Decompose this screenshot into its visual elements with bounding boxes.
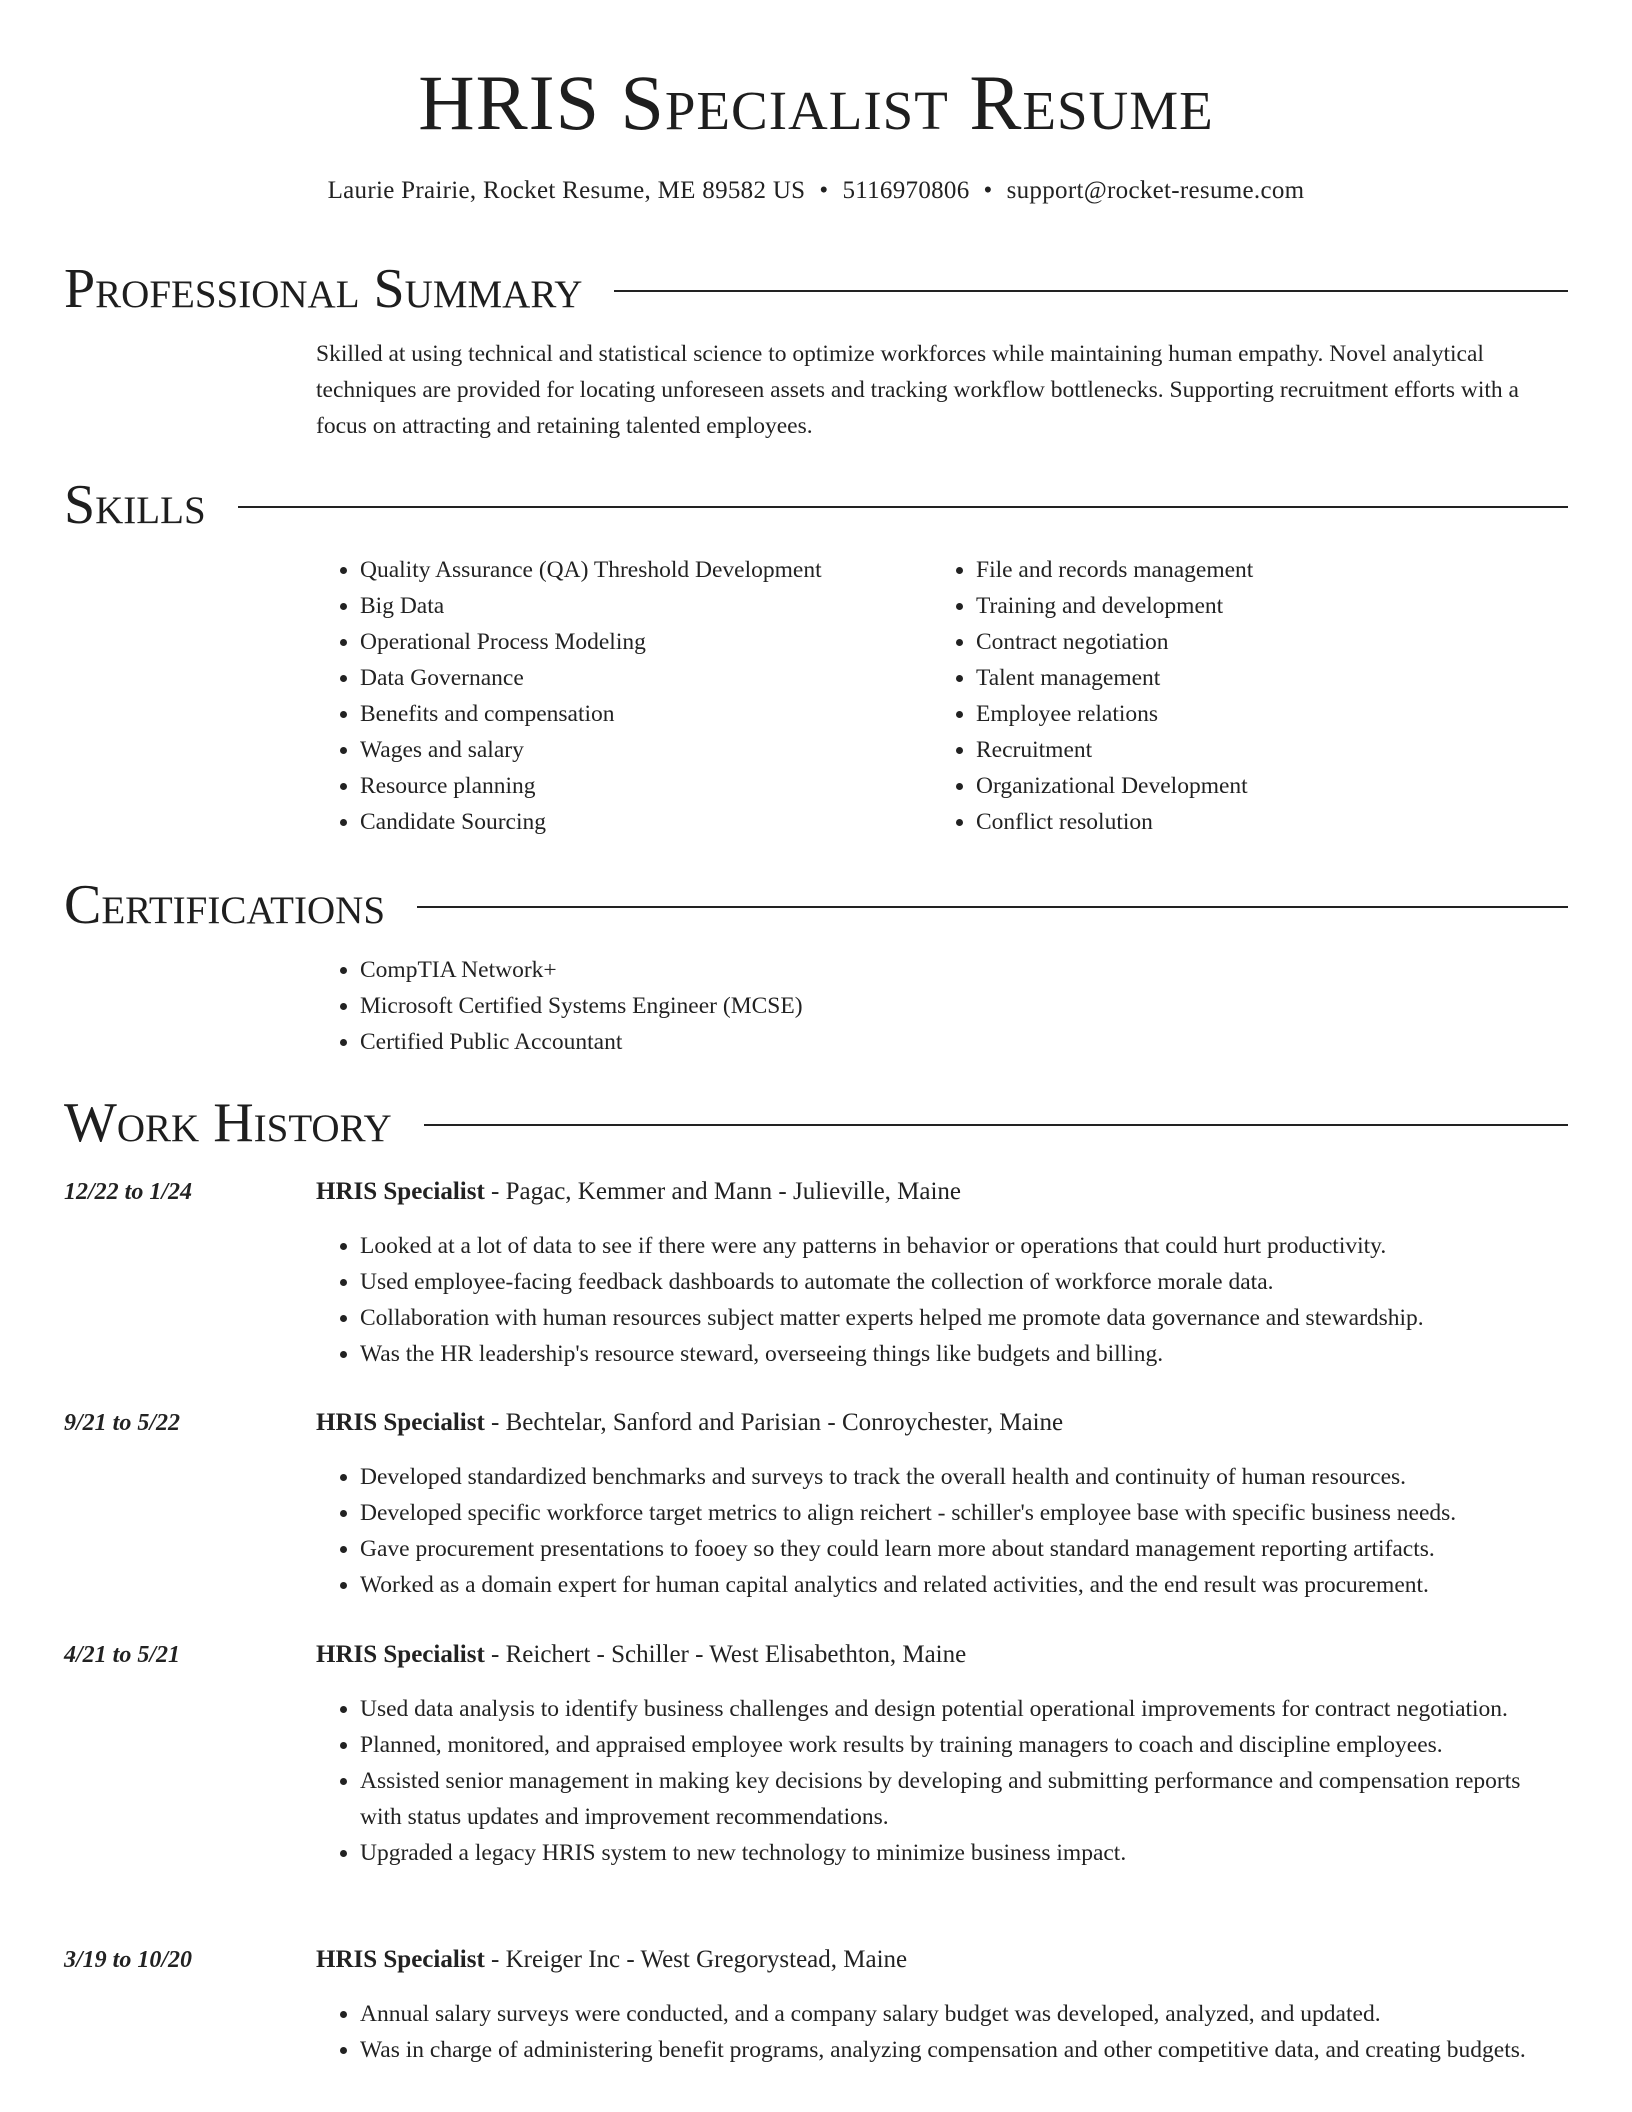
job-bullet: • Looked at a lot of data to see if there were any patterns in behavior or operations that could hurt productivity. bbox=[360, 1228, 1568, 1264]
contact-separator: • bbox=[983, 177, 993, 204]
skills-heading-text: Skills bbox=[64, 474, 206, 536]
job-dates: 9/21 to 5/22 bbox=[64, 1410, 181, 1436]
job-bullet: • Assisted senior management in making key decisions by developing and submitting performance and compensation reports with status updates and improvement recommendations. bbox=[360, 1763, 1568, 1835]
certification-item: • Certified Public Accountant bbox=[360, 1024, 1568, 1060]
skills-list-left bbox=[316, 552, 916, 840]
job-header bbox=[316, 1174, 1568, 1210]
section-divider bbox=[238, 506, 1568, 508]
skill-item: • Contract negotiation bbox=[976, 624, 1532, 660]
skill-item: • Operational Process Modeling bbox=[360, 624, 916, 660]
job-header bbox=[316, 1637, 1568, 1673]
skill-item: • Organizational Development bbox=[976, 768, 1532, 804]
summary-heading-text: Professional Summary bbox=[64, 258, 583, 320]
contact-line bbox=[0, 174, 1632, 208]
job-bullet: • Was the HR leadership's resource steward, overseeing things like budgets and billing. bbox=[360, 1336, 1568, 1372]
job-bullet: • Developed standardized benchmarks and surveys to track the overall health and continuity of human resources. bbox=[360, 1459, 1568, 1495]
certifications-heading bbox=[64, 872, 1568, 938]
work-history-heading-text: Work History bbox=[64, 1092, 392, 1154]
skill-item: • Training and development bbox=[976, 588, 1532, 624]
summary-heading bbox=[64, 256, 1568, 322]
skill-item: • Benefits and compensation bbox=[360, 696, 916, 732]
job-title: HRIS Specialist bbox=[316, 1946, 485, 1973]
certification-item: • CompTIA Network+ bbox=[360, 952, 1568, 988]
job-bullet: • Developed specific workforce target metrics to align reichert - schiller's employee base with specific business needs. bbox=[360, 1495, 1568, 1531]
skill-item: • Employee relations bbox=[976, 696, 1532, 732]
certifications-heading-text: Certifications bbox=[64, 874, 386, 936]
section-divider bbox=[424, 1124, 1568, 1126]
skill-item: • Candidate Sourcing bbox=[360, 804, 916, 840]
job-bullets bbox=[316, 1996, 1568, 2068]
job-dates: 12/22 to 1/24 bbox=[64, 1179, 193, 1205]
section-divider bbox=[417, 906, 1568, 908]
skill-item: • Quality Assurance (QA) Threshold Development bbox=[360, 552, 916, 588]
skill-item: • Big Data bbox=[360, 588, 916, 624]
job-dates: 4/21 to 5/21 bbox=[64, 1642, 181, 1668]
contact-address: Laurie Prairie, Rocket Resume, ME 89582 US bbox=[327, 177, 806, 204]
job-bullet: • Used employee-facing feedback dashboards to automate the collection of workforce morale data. bbox=[360, 1264, 1568, 1300]
job-header bbox=[316, 1405, 1568, 1441]
skill-item: • Resource planning bbox=[360, 768, 916, 804]
skill-item: • Wages and salary bbox=[360, 732, 916, 768]
job-bullet: • Collaboration with human resources subject matter experts helped me promote data governance and stewardship. bbox=[360, 1300, 1568, 1336]
job-title: HRIS Specialist bbox=[316, 1409, 485, 1436]
job-bullet: • Gave procurement presentations to fooey so they could learn more about standard management reporting artifacts. bbox=[360, 1531, 1568, 1567]
certification-item: • Microsoft Certified Systems Engineer (MCSE) bbox=[360, 988, 1568, 1024]
work-history-heading bbox=[64, 1090, 1568, 1156]
contact-phone: 5116970806 bbox=[842, 177, 970, 204]
contact-separator: • bbox=[819, 177, 829, 204]
job-bullet: • Planned, monitored, and appraised employee work results by training managers to coach and discipline employees. bbox=[360, 1727, 1568, 1763]
skills-heading bbox=[64, 472, 1568, 538]
resume-title: HRIS Specialist Resume bbox=[418, 59, 1214, 146]
skill-item: • Talent management bbox=[976, 660, 1532, 696]
job-dates: 3/19 to 10/20 bbox=[64, 1947, 193, 1973]
certifications-list bbox=[316, 952, 1568, 1060]
skill-item: • Conflict resolution bbox=[976, 804, 1532, 840]
summary-text: Skilled at using technical and statistical science to optimize workforces while maintaining human empathy. Novel analytical techniques are provided for locating unforeseen assets and tracking workflow bottlenecks. Supporting recruitment efforts with a focus on attracting and retaining talented employees. bbox=[316, 341, 1519, 439]
job-bullets bbox=[316, 1691, 1568, 1871]
skill-item: • File and records management bbox=[976, 552, 1532, 588]
job-title: HRIS Specialist bbox=[316, 1178, 485, 1205]
job-employer: - Bechtelar, Sanford and Parisian - Conroychester, Maine bbox=[484, 1409, 1064, 1436]
job-employer: - Pagac, Kemmer and Mann - Julieville, Maine bbox=[484, 1178, 962, 1205]
skill-item: • Recruitment bbox=[976, 732, 1532, 768]
job-bullet: • Used data analysis to identify business challenges and design potential operational improvements for contract negotiation. bbox=[360, 1691, 1568, 1727]
job-bullet: • Upgraded a legacy HRIS system to new technology to minimize business impact. bbox=[360, 1835, 1568, 1871]
skill-item: • Data Governance bbox=[360, 660, 916, 696]
job-bullet: • Was in charge of administering benefit programs, analyzing compensation and other competitive data, and creating budgets. bbox=[360, 2032, 1568, 2068]
job-employer: - Kreiger Inc - West Gregorystead, Maine bbox=[484, 1946, 908, 1973]
job-header bbox=[316, 1942, 1568, 1978]
job-employer: - Reichert - Schiller - West Elisabethton, Maine bbox=[484, 1641, 967, 1668]
job-bullet: • Annual salary surveys were conducted, and a company salary budget was developed, analyzed, and updated. bbox=[360, 1996, 1568, 2032]
job-bullets bbox=[316, 1228, 1568, 1372]
job-title: HRIS Specialist bbox=[316, 1641, 485, 1668]
skills-list-right bbox=[932, 552, 1532, 840]
contact-email: support@rocket-resume.com bbox=[1006, 177, 1305, 204]
job-bullets bbox=[316, 1459, 1568, 1603]
job-bullet: • Worked as a domain expert for human capital analytics and related activities, and the end result was procurement. bbox=[360, 1567, 1568, 1603]
section-divider bbox=[614, 290, 1568, 292]
